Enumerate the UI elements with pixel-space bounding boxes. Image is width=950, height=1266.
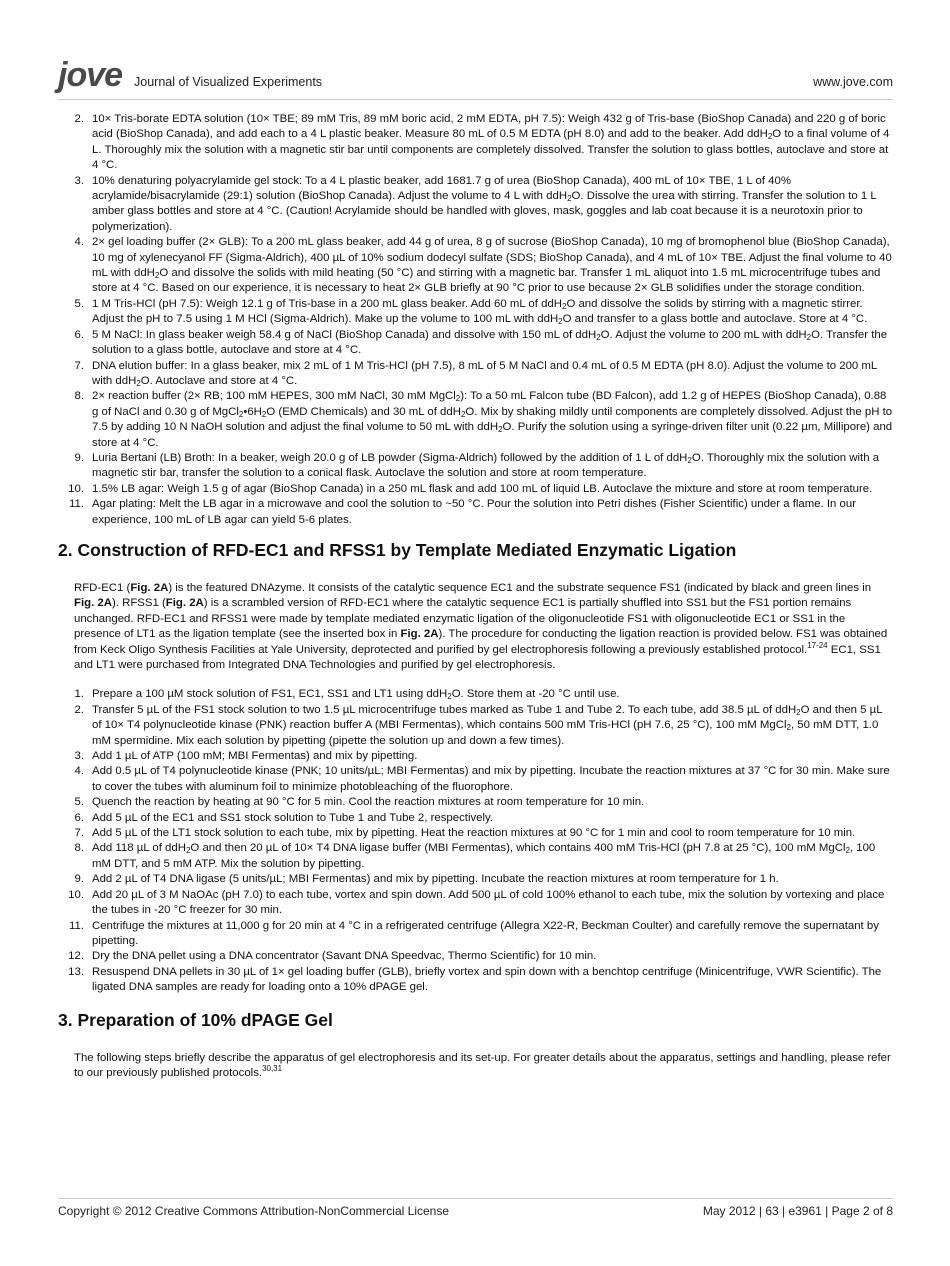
item-text: Add 1 µL of ATP (100 mM; MBI Fermentas) and mix by pipetting. xyxy=(92,750,418,763)
reagent-item xyxy=(58,482,893,497)
item-number: 9. xyxy=(74,451,84,464)
website-link[interactable]: www.jove.com xyxy=(813,75,893,89)
item-text: Centrifuge the mixtures at 11,000 g for 20 min at 4 °C in a refrigerated centrifuge (Allegra X22-R, Beckman Coulter) and carefully remove the supernatant by pipetting. xyxy=(92,919,879,947)
article-content xyxy=(58,112,893,1095)
section3-heading: 3. Preparation of 10% dPAGE Gel xyxy=(58,1009,333,1030)
item-text: Quench the reaction by heating at 90 °C for 5 min. Cool the reaction mixtures at room temperature for 10 min. xyxy=(92,796,645,809)
item-number: 10. xyxy=(68,482,84,495)
item-number: 8. xyxy=(74,390,84,403)
item-text: Transfer 5 µL of the FS1 stock solution to two 1.5 µL microcentrifuge tubes marked as Tube 1 and Tube 2. To each tube, add 38.5 µL of ddH$_2$O and then 5 µL of 10× T4 polynucleotide kinase (PNK) reaction buffer A (MBI Fermentas), which contains 500 mM Tris-HCl (pH 7.6, 25 °C), 100 mM MgCl$_2$, 50 mM DTT, 1.0 mM spermidine. Mix each solution by pipetting (pipette the solution up and down a few times). xyxy=(92,703,883,747)
copyright-notice: Copyright © 2012 Creative Commons Attribution-NonCommercial License xyxy=(58,1204,450,1218)
reagent-item xyxy=(58,112,893,174)
item-number: 4. xyxy=(74,236,84,249)
ligation-step-item xyxy=(58,949,893,964)
item-number: 3. xyxy=(74,174,84,187)
section3-intro: The following steps briefly describe the apparatus of gel electrophoresis and its set-up. For greater details about the apparatus, settings and handling, please refer to our previously published protocols.$^{30,31}$ xyxy=(74,1051,891,1079)
item-text: 5 M NaCl: In glass beaker weigh 58.4 g of NaCl (BioShop Canada) and dissolve with 150 mL of ddH$_2$O. Adjust the volume to 200 mL with ddH$_2$O. Transfer the solution to a glass bottle, autoclave and store at 4 °C. xyxy=(92,328,888,357)
ligation-step-item xyxy=(58,687,893,702)
item-number: 9. xyxy=(74,873,84,886)
item-text: Add 118 µL of ddH$_2$O and then 20 µL of 10× T4 DNA ligase buffer (MBI Fermentas), which contains 400 mM Tris-HCl (pH 7.8 at 25 °C), 100 mM MgCl$_2$, 100 mM DTT, and 5 mM ATP. Mix the solution by pipetting. xyxy=(92,842,876,870)
item-number: 3. xyxy=(74,750,84,763)
item-number: 10. xyxy=(68,888,84,901)
item-text: Prepare a 100 µM stock solution of FS1, EC1, SS1 and LT1 using ddH$_2$O. Store them at -20 °C until use. xyxy=(92,688,620,702)
ligation-step-item xyxy=(58,919,893,950)
item-number: 4. xyxy=(74,765,84,778)
item-number: 7. xyxy=(74,827,84,840)
item-text: 1 M Tris-HCl (pH 7.5): Weigh 12.1 g of Tris-base in a 200 mL glass beaker. Add 60 mL of ddH$_2$O and dissolve the solids by stirring with a magnetic stirrer. Adjust the pH to 7.5 using 1 M HCl (Sigma-Aldrich). Make up the volume to 100 mL with ddH$_2$O and transfer to a glass bottle and autoclave. Store at 4 °C. xyxy=(92,297,868,327)
reagent-item xyxy=(58,297,893,328)
item-number: 12. xyxy=(68,950,84,963)
reagent-item xyxy=(58,235,893,297)
item-text: 2× gel loading buffer (2× GLB): To a 200 mL glass beaker, add 44 g of urea, 8 g of sucrose (BioShop Canada), 10 mg of bromophenol blue (BioShop Canada), 10 mg of xylenecyanol FF (Sigma-Aldrich), 400 µL of 10% sodium dodecyl sulfate (SDS; BioShop Canada), and 4 mL of 10× TBE. Adjust the final volume to 40 mL with ddH$_2$O and dissolve the solids with mild heating (50 °C) and stirring with a magnetic bar. Transfer 1 mL aliquot into 1.5 mL microcentrifuge tubes and store at 4 °C. Based on our experience, it is necessary to heat 2× GLB briefly at 90 °C prior to use because 2× GLB solidifies under the storage condition. xyxy=(92,236,892,295)
item-number: 8. xyxy=(74,842,84,855)
item-number: 6. xyxy=(74,811,84,824)
item-number: 11. xyxy=(69,919,84,932)
ligation-step-item xyxy=(58,888,893,919)
item-text: Resuspend DNA pellets in 30 µL of 1× gel loading buffer (GLB), briefly vortex and spin down with a benchtop centrifuge (Minicentrifuge, VWR Scientific). The ligated DNA samples are ready for loading onto a 10% dPAGE gel. xyxy=(92,965,882,994)
ligation-step-item xyxy=(58,965,893,996)
item-text: Add 0.5 µL of T4 polynucleotide kinase (PNK; 10 units/µL; MBI Fermentas) and mix by pipetting. Incubate the reaction mixtures at 37 °C for 30 min. Make sure to cover the tubes with aluminum foil to minimize photobleaching of the fluorophore. xyxy=(92,765,890,793)
item-text: Dry the DNA pellet using a DNA concentrator (Savant DNA Speedvac, Thermo Scientific) for 10 min. xyxy=(92,950,597,963)
item-number: 7. xyxy=(74,359,84,372)
reagent-item xyxy=(58,174,893,236)
reagent-item xyxy=(58,497,893,528)
reagent-item xyxy=(58,451,893,482)
ligation-step-item xyxy=(58,703,893,749)
item-number: 2. xyxy=(74,703,84,716)
section2-list xyxy=(58,687,893,995)
item-text: Add 5 µL of the LT1 stock solution to each tube, mix by pipetting. Heat the reaction mixtures at 90 °C for 1 min and cool to room temperature for 10 min. xyxy=(92,827,856,840)
item-text: Agar plating: Melt the LB agar in a microwave and cool the solution to ~50 °C. Pour the solution into Petri dishes (Fisher Scientific) under a flame. In our experience, 100 mL of LB agar can yield 5-6 plates. xyxy=(92,498,857,526)
reagent-item xyxy=(58,359,893,390)
jove-logo[interactable]: jove xyxy=(58,56,123,94)
section2-intro: RFD-EC1 (Fig. 2A) is the featured DNAzyme. It consists of the catalytic sequence EC1 and the substrate sequence FS1 (indicated by black and green lines in Fig. 2A). RFSS1 (Fig. 2A) is a scrambled version of RFD-EC1 where the catalytic sequence EC1 is partially shuffled into SS1 but the FS1 portion remains unchanged. RFD-EC1 and RFSS1 were made by template mediated enzymatic ligation of the oligonucleotide FS1 with oligonucleotide EC1 or SS1 in the presence of LT1 as the ligation template (see the inserted box in Fig. 2A). The procedure for conducting the ligation reaction is provided below. FS1 was obtained from Keck Oligo Synthesis Facilities at Yale University, deprotected and purified by gel electrophoresis following a previously established protocol.$^{17-24}$ EC1, SS1 and LT1 were purchased from Integrated DNA Technologies and purified by gel electrophoresis. xyxy=(74,581,888,671)
item-number: 13. xyxy=(68,965,84,978)
item-text: 10% denaturing polyacrylamide gel stock: To a 4 L plastic beaker, add 1681.7 g of urea (BioShop Canada), 400 mL of 10× TBE, 1 L of 40% acrylamide/bisacrylamide (29:1) solution (BioShop Canada). Adjust the volume to 4 L with ddH$_2$O. Dissolve the urea with stirring. Transfer the solution to 1 L amber glass bottles and store at 4 °C. (Caution! Acrylamide should be handled with gloves, mask, goggles and lab coat because it is a neurotoxin prior to polymerization). xyxy=(92,174,877,233)
ligation-step-item xyxy=(58,795,893,810)
item-text: DNA elution buffer: In a glass beaker, mix 2 mL of 1 M Tris-HCl (pH 7.5), 8 mL of 5 M NaCl and 0.4 mL of 0.5 M EDTA (pH 8.0). Adjust the volume to 200 mL with ddH$_2$O. Autoclave and store at 4 °C. xyxy=(92,359,877,388)
ligation-step-item xyxy=(58,749,893,764)
item-number: 6. xyxy=(74,328,84,341)
ligation-step-item xyxy=(58,872,893,887)
item-number: 5. xyxy=(74,796,84,809)
page-footer xyxy=(58,1198,893,1218)
item-text: Luria Bertani (LB) Broth: In a beaker, weigh 20.0 g of LB powder (Sigma-Aldrich) followed by the addition of 1 L of ddH$_2$O. Thoroughly mix the solution with a magnetic stir bar, transfer the solution to a conical flask. Autoclave the solution and store at room temperature. xyxy=(92,451,880,480)
item-number: 1. xyxy=(74,688,84,701)
item-text: 2× reaction buffer (2× RB; 100 mM HEPES, 300 mM NaCl, 30 mM MgCl$_2$): To a 50 mL Falcon tube (BD Falcon), add 1.2 g of HEPES (BioShop Canada), 0.88 g of NaCl and 0.30 g of $MgCl_2•6H_2O$ (EMD Chemicals) and 30 mL of ddH$_2$O. Mix by shaking mildly until components are completely dissolved. Adjust the pH to 7.5 by adding 10 N NaOH solution and adjust the final volume to 50 mL with ddH$_2$O. Purify the solution using a syringe-driven filter unit (0.22 µm, Millipore) and store at 4 °C. xyxy=(92,390,893,449)
ligation-step-item xyxy=(58,764,893,795)
item-number: 2. xyxy=(74,113,84,125)
page-header xyxy=(58,58,893,100)
item-text: Add 5 µL of the EC1 and SS1 stock solution to Tube 1 and Tube 2, respectively. xyxy=(92,811,494,824)
journal-name: Journal of Visualized Experiments xyxy=(134,75,323,89)
reagent-item xyxy=(58,389,893,451)
item-text: Add 20 µL of 3 M NaOAc (pH 7.0) to each tube, vortex and spin down. Add 500 µL of cold 100% ethanol to each tube, mix the solution by vortexing and place the tubes in -20 °C freezer for 30 min. xyxy=(92,888,885,917)
page-info: May 2012 | 63 | e3961 | Page 2 of 8 xyxy=(702,1204,893,1218)
item-text: Add 2 µL of T4 DNA ligase (5 units/µL; MBI Fermentas) and mix by pipetting. Incubate the reaction mixtures at room temperature for 1 h. xyxy=(92,873,779,886)
item-number: 11. xyxy=(69,498,84,511)
item-text: 10× Tris-borate EDTA solution (10× TBE; 89 mM Tris, 89 mM boric acid, 2 mM EDTA, pH 7.5): Weigh 432 g of Tris-base (BioShop Canada) and 220 g of boric acid (BioShop Canada), and add each to a 4 L plastic beaker. Measure 80 mL of 0.5 M EDTA (pH 8.0) and add to the beaker. Add ddH$_2$O to a final volume of 4 L. Thoroughly mix the solution with a magnetic stir bar until components are completely dissolved. Transfer the solution to glass bottles, autoclave and store at 4 °C. xyxy=(92,113,890,172)
ligation-step-item xyxy=(58,826,893,841)
item-number: 5. xyxy=(74,297,84,310)
ligation-step-item xyxy=(58,841,893,872)
item-text: 1.5% LB agar: Weigh 1.5 g of agar (BioShop Canada) in a 250 mL flask and add 100 mL of liquid LB. Autoclave the mixture and store at room temperature. xyxy=(92,482,873,495)
section1-list xyxy=(58,112,893,528)
reagent-item xyxy=(58,328,893,359)
ligation-step-item xyxy=(58,811,893,826)
section2-heading: 2. Construction of RFD-EC1 and RFSS1 by Template Mediated Enzymatic Ligation xyxy=(58,539,737,560)
